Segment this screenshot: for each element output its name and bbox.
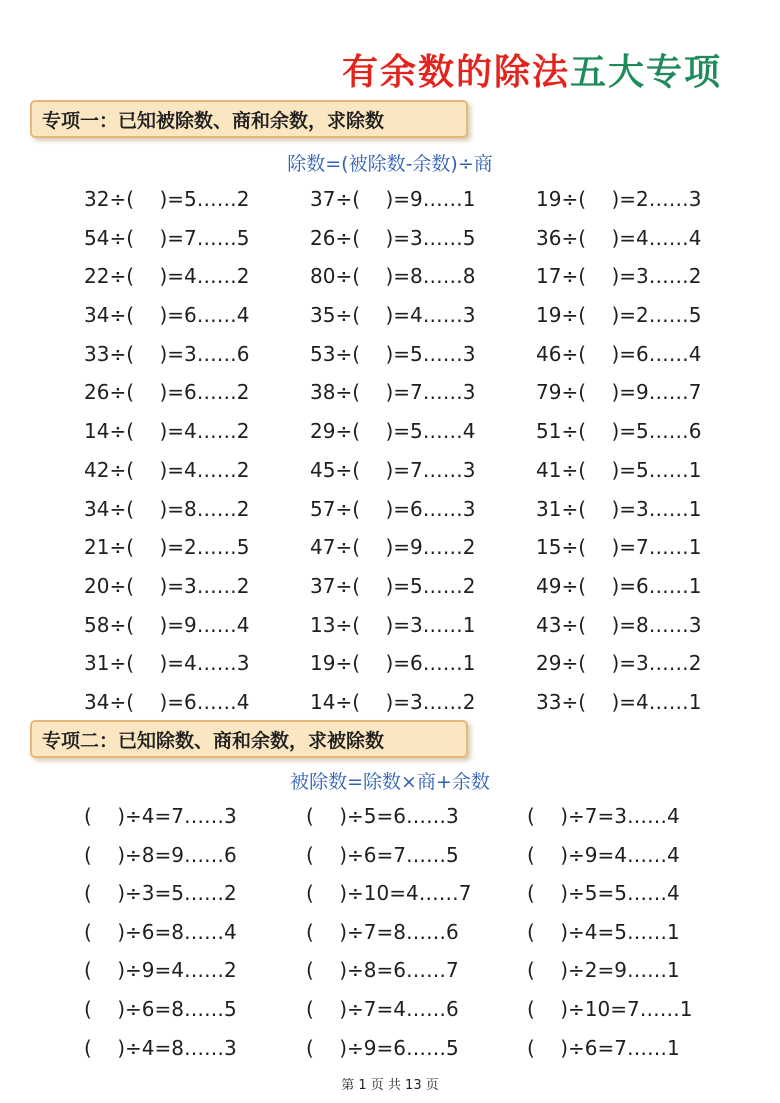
section1-problem: 46÷( )=6……4 [536,341,702,366]
section1-problem: 51÷( )=5……6 [536,419,702,444]
section1-problem: 45÷( )=7……3 [310,457,476,482]
section1-formula: 除数=(被除数-余数)÷商 [287,153,493,175]
section1-problem: 14÷( )=3……2 [310,689,476,714]
section1-problem: 29÷( )=3……2 [536,651,702,676]
section2-problem: ( )÷2=9……1 [527,958,680,983]
section2-problem: ( )÷5=5……4 [527,881,680,906]
title-sub: 五大专项 [569,51,722,93]
section1-problem: 54÷( )=7……5 [84,225,250,250]
section1-problem: 17÷( )=3……2 [536,264,702,289]
section1-problem: 20÷( )=3……2 [84,573,250,598]
section2-row [0,958,780,997]
section1-problem: 35÷( )=4……3 [310,303,476,328]
section1-problem: 34÷( )=6……4 [84,303,250,328]
section1-problem: 41÷( )=5……1 [536,457,702,482]
section1-problem: 42÷( )=4……2 [84,457,250,482]
section1-problem: 26÷( )=3……5 [310,225,476,250]
section1-row [0,342,780,381]
section2-row [0,1036,780,1075]
section1-problem: 22÷( )=4……2 [84,264,250,289]
section1-row [0,264,780,303]
section1-problem: 19÷( )=6……1 [310,651,476,676]
section1-row [0,187,780,226]
section2-problem: ( )÷9=4……2 [84,958,237,983]
section1-problem: 58÷( )=9……4 [84,612,250,637]
section2-problem: ( )÷7=8……6 [306,919,459,944]
section1-problem: 19÷( )=2……3 [536,187,702,211]
section1-problems [0,187,780,729]
section1-problem: 80÷( )=8……8 [310,264,476,289]
section2-problem: ( )÷6=8……4 [84,919,237,944]
section1-problem: 19÷( )=2……5 [536,303,702,328]
section2-problem: ( )÷7=3……4 [527,804,680,828]
section1-problem: 37÷( )=9……1 [310,187,476,211]
section2-problem: ( )÷6=8……5 [84,996,237,1021]
section2-problem: ( )÷6=7……1 [527,1035,680,1060]
section2-problem: ( )÷3=5……2 [84,881,237,906]
section2-formula: 被除数=除数×商+余数 [290,771,490,793]
section2-problem: ( )÷6=7……5 [306,842,459,867]
section2-problem: ( )÷8=6……7 [306,958,459,983]
section1-problem: 37÷( )=5……2 [310,573,476,598]
section1-problem: 34÷( )=6……4 [84,689,250,714]
section2-problem: ( )÷4=5……1 [527,919,680,944]
section1-problem: 31÷( )=3……1 [536,496,702,521]
section1-problem: 34÷( )=8……2 [84,496,250,521]
section1-problem: 38÷( )=7……3 [310,380,476,405]
section2-problem: ( )÷4=7……3 [84,804,237,828]
section2-problem: ( )÷8=9……6 [84,842,237,867]
section1-problem: 47÷( )=9……2 [310,535,476,560]
section1-row [0,535,780,574]
section2-row [0,920,780,959]
section2-problems [0,804,780,1074]
section1-problem: 36÷( )=4……4 [536,225,702,250]
section2-row [0,881,780,920]
section2-problem: ( )÷10=7……1 [527,996,693,1021]
section1-row [0,651,780,690]
section1-row [0,226,780,265]
section1-banner: 专项一：已知被除数、商和余数，求除数 [30,100,468,138]
section2-problem: ( )÷7=4……6 [306,996,459,1021]
section1-problem: 21÷( )=2……5 [84,535,250,560]
section2-banner: 专项二：已知除数、商和余数，求被除数 [30,720,468,758]
section1-problem: 29÷( )=5……4 [310,419,476,444]
title-main: 有余数的除法 [341,51,570,93]
section2-problem: ( )÷5=6……3 [306,804,459,828]
page-footer: 第 1 页 共 13 页 [341,1078,439,1093]
section1-problem: 43÷( )=8……3 [536,612,702,637]
section1-row [0,380,780,419]
section1-problem: 33÷( )=4……1 [536,689,702,714]
section1-problem: 15÷( )=7……1 [536,535,702,560]
section1-problem: 14÷( )=4……2 [84,419,250,444]
section1-problem: 13÷( )=3……1 [310,612,476,637]
section2-problem: ( )÷9=6……5 [306,1035,459,1060]
section2-problem: ( )÷10=4……7 [306,881,472,906]
section1-row [0,303,780,342]
section1-problem: 31÷( )=4……3 [84,651,250,676]
section2-problem: ( )÷9=4……4 [527,842,680,867]
section2-problem: ( )÷4=8……3 [84,1035,237,1060]
section1-row [0,574,780,613]
section1-row [0,613,780,652]
section1-row [0,497,780,536]
section2-row [0,804,780,843]
section1-problem: 26÷( )=6……2 [84,380,250,405]
section1-row [0,419,780,458]
section1-problem: 79÷( )=9……7 [536,380,702,405]
section1-problem: 32÷( )=5……2 [84,187,250,211]
section1-problem: 49÷( )=6……1 [536,573,702,598]
page-title [342,44,722,95]
section1-problem: 53÷( )=5……3 [310,341,476,366]
section1-problem: 57÷( )=6……3 [310,496,476,521]
section1-row [0,458,780,497]
section2-row [0,997,780,1036]
section2-row [0,843,780,882]
section1-problem: 33÷( )=3……6 [84,341,250,366]
